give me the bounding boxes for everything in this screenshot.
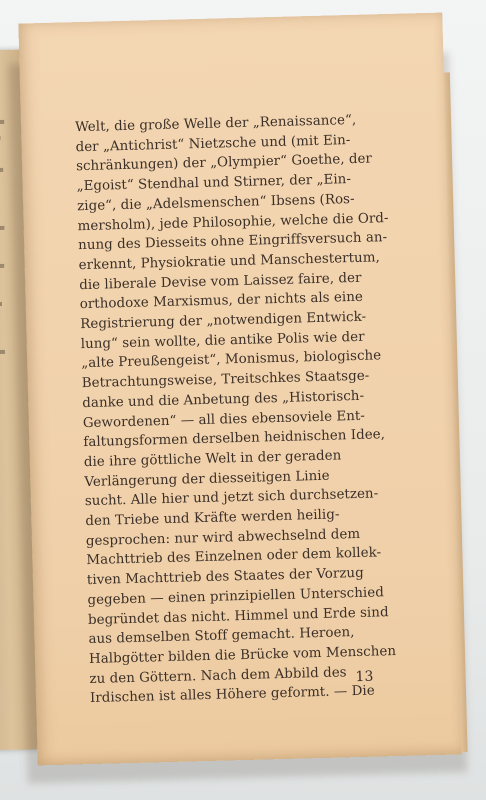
text-line: tiven Machttrieb des Staates der Vorzug <box>86 565 364 589</box>
text-line: lung“ sein wollte, die antike Polis wie der <box>80 329 365 352</box>
page-text <box>75 110 406 709</box>
facing-page-text-fragment <box>0 136 1 140</box>
text-line: Machttrieb des Einzelnen oder dem kollek- <box>86 545 382 569</box>
text-line: danke und die Anbetung des „Historisch- <box>82 388 365 411</box>
text-line: „Egoist“ Stendhal und Stirner, der „Ein- <box>76 172 352 195</box>
text-line: mersholm), jede Philosophie, welche die Ord- <box>77 210 389 234</box>
text-line: aus demselben Stoff gemacht. Heroen, <box>88 625 355 648</box>
facing-page-text-fragment <box>0 120 4 124</box>
text-line: sucht. Alle hier und jetzt sich durchsetzen- <box>84 486 379 510</box>
text-line: zu den Göttern. Nach dem Abbild des <box>89 664 347 687</box>
text-line: Verlängerung der diesseitigen Linie <box>84 468 330 490</box>
text-line: schränkungen) der „Olympier“ Goethe, der <box>75 151 373 175</box>
text-line: Gewordenen“ — all dies ebensoviele Ent- <box>82 408 366 431</box>
facing-page-text-fragment <box>0 168 3 172</box>
page-number: 13 <box>355 668 374 686</box>
facing-page-text-fragment <box>0 264 4 268</box>
text-line: „alte Preußengeist“, Monismus, biologische <box>81 348 382 372</box>
text-line: den Triebe und Kräfte werden heilig- <box>85 507 340 530</box>
text-line: Halbgötter bilden die Brücke vom Menschen <box>88 643 397 668</box>
text-line: gegeben — einen prinzipiellen Unterschied <box>87 585 385 608</box>
text-line: die liberale Devise vom Laissez faire, der <box>79 270 362 293</box>
text-line: Welt, die große Welle der „Renaissance“, <box>74 112 357 136</box>
text-line: Registrierung der „notwendigen Entwick- <box>80 309 367 333</box>
text-line: orthodoxe Marxismus, der nichts als eine <box>79 290 364 313</box>
text-line: faltungsformen derselben heidnischen Idee, <box>83 427 386 451</box>
text-line: die ihre göttliche Welt in der geraden <box>83 448 342 471</box>
text-line: Irdischen ist alles Höhere geformt. — Die <box>89 683 375 707</box>
book-page <box>18 13 461 766</box>
text-line: zige“, die „Adelsmenschen“ Ibsens (Ros- <box>76 191 355 215</box>
facing-page-text-fragment <box>0 226 4 230</box>
facing-page-text-fragment <box>0 350 5 354</box>
text-line: der „Antichrist“ Nietzsche und (mit Ein- <box>75 132 351 155</box>
text-line: gesprochen: nur wird abwechselnd dem <box>85 526 361 549</box>
text-line: begründet das nicht. Himmel und Erde sind <box>87 604 389 628</box>
facing-page-text-fragment <box>0 302 2 306</box>
text-line: nung des Diesseits ohne Eingriffsversuch an- <box>78 230 388 254</box>
text-line: Betrachtungsweise, Treitschkes Staatsge- <box>81 368 370 392</box>
text-line: erkennt, Physiokratie und Manschestertum, <box>78 250 380 274</box>
